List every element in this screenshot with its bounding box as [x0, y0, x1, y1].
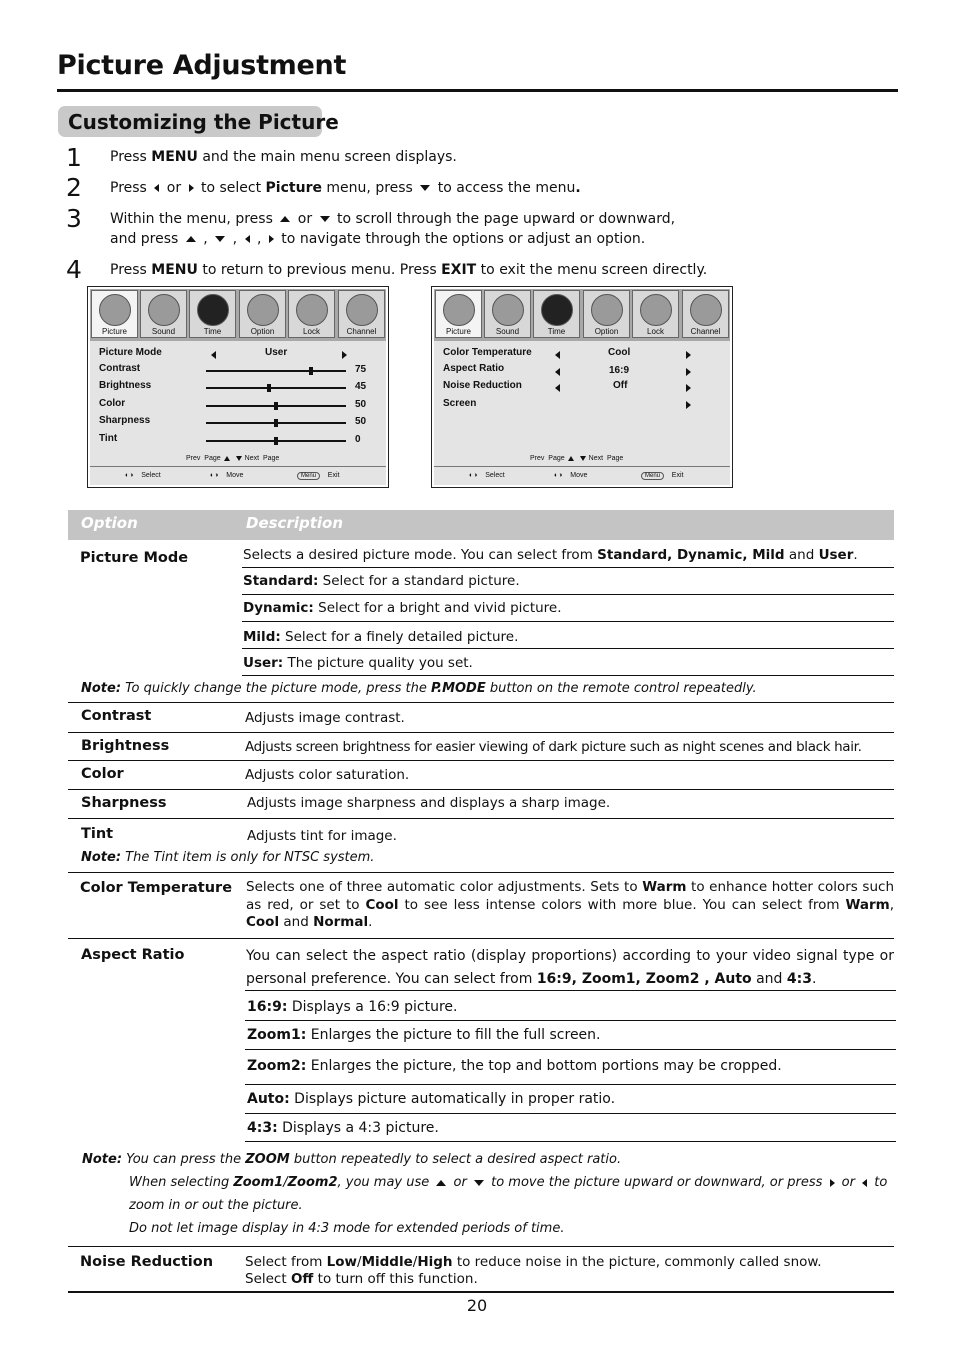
option-icon: [247, 294, 279, 326]
page-up-icon: [568, 456, 574, 461]
row-divider: [245, 1113, 896, 1114]
osd-tab-channel[interactable]: Channel: [682, 290, 729, 338]
picture-icon: [443, 294, 475, 326]
osd-value-picture-mode: User: [265, 347, 288, 358]
osd-pager[interactable]: Prev Page Next Page: [186, 455, 280, 462]
option-picture-mode: Picture Mode: [80, 550, 189, 566]
down-arrow-icon: [420, 185, 430, 191]
brightness-slider[interactable]: [206, 387, 346, 389]
step-number-3: 3: [66, 204, 82, 233]
picture-icon: [99, 294, 131, 326]
osd-row-color-temperature[interactable]: Color Temperature: [443, 347, 532, 358]
row-divider: [245, 1141, 896, 1142]
slider-knob[interactable]: [274, 437, 278, 445]
color-temperature-description: Selects one of three automatic color adjustments. Sets to Warm to enhance hotter colors such as red, or set to Cool to see less intense colors with more blue. You can select from Warm, Cool and Normal.: [246, 879, 894, 930]
option-contrast: Contrast: [81, 708, 152, 724]
sound-icon: [148, 294, 180, 326]
section-title: Customizing the Picture: [68, 110, 339, 134]
osd-row-contrast[interactable]: Contrast: [99, 363, 141, 374]
osd-row-screen[interactable]: Screen: [443, 398, 477, 409]
aspect-ratio-description: You can select the aspect ratio (display proportions) according to your video signal type or personal preference. You can select from 16:9, Zoom1, Zoom2 , Auto and 4:3.: [246, 948, 894, 987]
right-arrow-icon[interactable]: [342, 351, 347, 359]
page-title: Picture Adjustment: [57, 50, 347, 81]
page-down-icon: [580, 456, 586, 461]
table-header: [68, 510, 894, 540]
column-header-description: Description: [246, 514, 344, 532]
osd-value-sharpness: 50: [355, 416, 367, 427]
left-arrow-icon[interactable]: [555, 351, 560, 359]
osd-row-noise-reduction[interactable]: Noise Reduction: [443, 380, 522, 391]
osd-row-sharpness[interactable]: Sharpness: [99, 415, 151, 426]
osd-footer-move: ◐◑ Move: [210, 472, 244, 479]
select-buttons-icon: ◐◑: [469, 472, 478, 479]
picture-mode-dynamic: Dynamic: Select for a bright and vivid picture.: [243, 600, 562, 616]
down-arrow-icon: [320, 216, 330, 222]
right-arrow-icon[interactable]: [686, 401, 691, 409]
osd-picture-menu-page2: [431, 286, 733, 488]
option-color-temperature: Color Temperature: [80, 880, 233, 896]
clock-icon: [541, 294, 573, 326]
osd-body: [434, 341, 730, 485]
row-divider: [68, 760, 894, 761]
osd-value-tint: 0: [355, 434, 361, 445]
aspect-ratio-auto: Auto: Displays picture automatically in proper ratio.: [247, 1091, 616, 1107]
osd-row-tint[interactable]: Tint: [99, 433, 118, 444]
sharpness-description: Adjusts image sharpness and displays a sharp image.: [247, 795, 611, 811]
option-tint: Tint: [81, 826, 114, 842]
osd-footer-divider: [90, 466, 386, 467]
table-bottom-rule: [68, 1291, 894, 1293]
row-divider: [242, 621, 894, 622]
picture-mode-note: Note: To quickly change the picture mode, press the P.MODE button on the remote control repeatedly.: [81, 681, 757, 696]
option-aspect-ratio: Aspect Ratio: [81, 947, 185, 963]
tint-note: Note: The Tint item is only for NTSC system.: [81, 850, 375, 865]
step-3-text: Within the menu, press or to scroll through the page upward or downward, and press , , , to navigate through the options or adjust an option.: [110, 211, 676, 247]
page-up-icon: [224, 456, 230, 461]
osd-value-color: 50: [355, 399, 367, 410]
aspect-ratio-zoom1: Zoom1: Enlarges the picture to fill the full screen.: [247, 1027, 601, 1043]
osd-row-color[interactable]: Color: [99, 398, 126, 409]
aspect-ratio-note-line3: zoom in or out the picture.: [129, 1198, 303, 1213]
up-arrow-icon: [436, 1180, 446, 1186]
osd-footer-exit: Menu Exit: [641, 472, 683, 479]
left-arrow-icon: [154, 184, 159, 192]
step-number-2: 2: [66, 173, 82, 202]
step-number-1: 1: [66, 143, 82, 172]
option-brightness: Brightness: [81, 738, 170, 754]
osd-tab-picture[interactable]: Picture: [435, 290, 482, 338]
slider-knob[interactable]: [274, 402, 278, 410]
menu-button-icon: Menu: [297, 472, 320, 480]
osd-row-picture-mode[interactable]: Picture Mode: [99, 347, 162, 358]
row-divider: [242, 567, 894, 568]
row-divider: [245, 1020, 896, 1021]
picture-mode-user: User: The picture quality you set.: [243, 655, 473, 671]
step-2-text: Press or to select Picture menu, press to access the menu.: [110, 180, 581, 196]
noise-reduction-description: Select from Low/Middle/High to reduce noise in the picture, commonly called snow. Select Off to turn off this function.: [245, 1254, 822, 1287]
osd-tab-time[interactable]: Time: [189, 290, 236, 338]
select-buttons-icon: ◐◑: [125, 472, 134, 479]
channel-icon: [346, 294, 378, 326]
osd-tab-sound[interactable]: Sound: [484, 290, 531, 338]
tint-description: Adjusts tint for image.: [247, 828, 397, 844]
contrast-slider[interactable]: [206, 370, 346, 372]
option-noise-reduction: Noise Reduction: [80, 1254, 214, 1270]
aspect-ratio-note-line4: Do not let image display in 4:3 mode for extended periods of time.: [129, 1221, 565, 1236]
row-divider: [245, 1084, 896, 1085]
osd-footer-divider: [434, 466, 730, 467]
down-arrow-icon: [215, 236, 225, 242]
step-1-text: Press MENU and the main menu screen displays.: [110, 149, 457, 165]
row-divider: [242, 675, 894, 676]
right-arrow-icon: [269, 235, 274, 243]
contrast-description: Adjusts image contrast.: [245, 710, 405, 726]
aspect-ratio-note-line1: Note: You can press the ZOOM button repeatedly to select a desired aspect ratio.: [82, 1152, 622, 1167]
osd-value-contrast: 75: [355, 364, 367, 375]
right-arrow-icon[interactable]: [686, 351, 691, 359]
right-arrow-icon: [189, 184, 194, 192]
osd-row-aspect-ratio[interactable]: Aspect Ratio: [443, 363, 505, 374]
row-divider: [68, 702, 894, 703]
osd-tab-option[interactable]: Option: [239, 290, 286, 338]
osd-tab-lock[interactable]: Lock: [288, 290, 335, 338]
channel-icon: [690, 294, 722, 326]
osd-value-brightness: 45: [355, 381, 367, 392]
row-divider: [242, 594, 894, 595]
osd-footer-move: ◐◑ Move: [554, 472, 588, 479]
osd-picture-menu-page1: [87, 286, 389, 488]
right-arrow-icon: [830, 1179, 835, 1187]
option-icon: [591, 294, 623, 326]
aspect-ratio-16-9: 16:9: Displays a 16:9 picture.: [247, 999, 458, 1015]
right-arrow-icon[interactable]: [686, 384, 691, 392]
option-sharpness: Sharpness: [81, 795, 167, 811]
left-arrow-icon[interactable]: [211, 351, 216, 359]
brightness-description: Adjusts screen brightness for easier viewing of dark picture such as night scenes and black hair.: [245, 739, 862, 755]
picture-mode-mild: Mild: Select for a finely detailed picture.: [243, 629, 519, 645]
osd-value-aspect-ratio: 16:9: [609, 365, 630, 376]
osd-footer-exit: Menu Exit: [297, 472, 339, 479]
osd-tab-time[interactable]: Time: [533, 290, 580, 338]
page-number: 20: [466, 1296, 488, 1315]
lock-icon: [640, 294, 672, 326]
sharpness-slider[interactable]: [206, 422, 346, 424]
right-arrow-icon[interactable]: [686, 368, 691, 376]
slider-knob[interactable]: [309, 367, 313, 375]
slider-knob[interactable]: [267, 384, 271, 392]
osd-tab-option[interactable]: Option: [583, 290, 630, 338]
left-arrow-icon[interactable]: [555, 368, 560, 376]
aspect-ratio-zoom2: Zoom2: Enlarges the picture, the top and bottom portions may be cropped.: [247, 1058, 782, 1074]
osd-body: [90, 341, 386, 485]
row-divider: [68, 789, 894, 790]
row-divider: [68, 938, 894, 939]
option-color: Color: [81, 766, 124, 782]
left-arrow-icon: [245, 235, 250, 243]
picture-mode-description: Selects a desired picture mode. You can select from Standard, Dynamic, Mild and User.: [243, 547, 858, 563]
row-divider: [68, 732, 894, 733]
osd-pager[interactable]: Prev Page Next Page: [530, 455, 624, 462]
lock-icon: [296, 294, 328, 326]
osd-tab-sound[interactable]: Sound: [140, 290, 187, 338]
up-arrow-icon: [280, 216, 290, 222]
row-divider: [68, 1246, 894, 1247]
osd-footer-select: ◐◑ Select: [469, 472, 505, 479]
osd-value-color-temperature: Cool: [608, 347, 631, 358]
color-description: Adjusts color saturation.: [245, 767, 410, 783]
move-buttons-icon: ◐◑: [554, 472, 563, 479]
row-divider: [242, 648, 894, 649]
step-4-text: Press MENU to return to previous menu. Press EXIT to exit the menu screen directly.: [110, 262, 708, 278]
row-divider: [245, 1049, 896, 1050]
osd-tab-channel[interactable]: Channel: [338, 290, 385, 338]
column-header-option: Option: [81, 514, 138, 532]
aspect-ratio-note-line2: When selecting Zoom1/Zoom2, you may use or to move the picture upward or downward, or press or to: [129, 1175, 888, 1190]
up-arrow-icon: [186, 236, 196, 242]
row-divider: [245, 990, 896, 991]
osd-tab-lock[interactable]: Lock: [632, 290, 679, 338]
tint-slider[interactable]: [206, 440, 346, 442]
slider-knob[interactable]: [274, 419, 278, 427]
osd-value-noise-reduction: Off: [613, 380, 628, 391]
row-divider: [68, 818, 894, 819]
left-arrow-icon: [862, 1179, 867, 1187]
left-arrow-icon[interactable]: [555, 384, 560, 392]
osd-footer-select: ◐◑ Select: [125, 472, 161, 479]
down-arrow-icon: [474, 1180, 484, 1186]
clock-icon: [197, 294, 229, 326]
row-divider: [68, 872, 894, 873]
osd-tab-picture[interactable]: Picture: [91, 290, 138, 338]
move-buttons-icon: ◐◑: [210, 472, 219, 479]
menu-button-icon: Menu: [641, 472, 664, 480]
picture-mode-standard: Standard: Select for a standard picture.: [243, 573, 520, 589]
sound-icon: [492, 294, 524, 326]
osd-row-brightness[interactable]: Brightness: [99, 380, 152, 391]
color-slider[interactable]: [206, 405, 346, 407]
title-divider: [57, 89, 898, 92]
step-number-4: 4: [66, 255, 82, 284]
aspect-ratio-4-3: 4:3: Displays a 4:3 picture.: [247, 1120, 439, 1136]
page-down-icon: [236, 456, 242, 461]
